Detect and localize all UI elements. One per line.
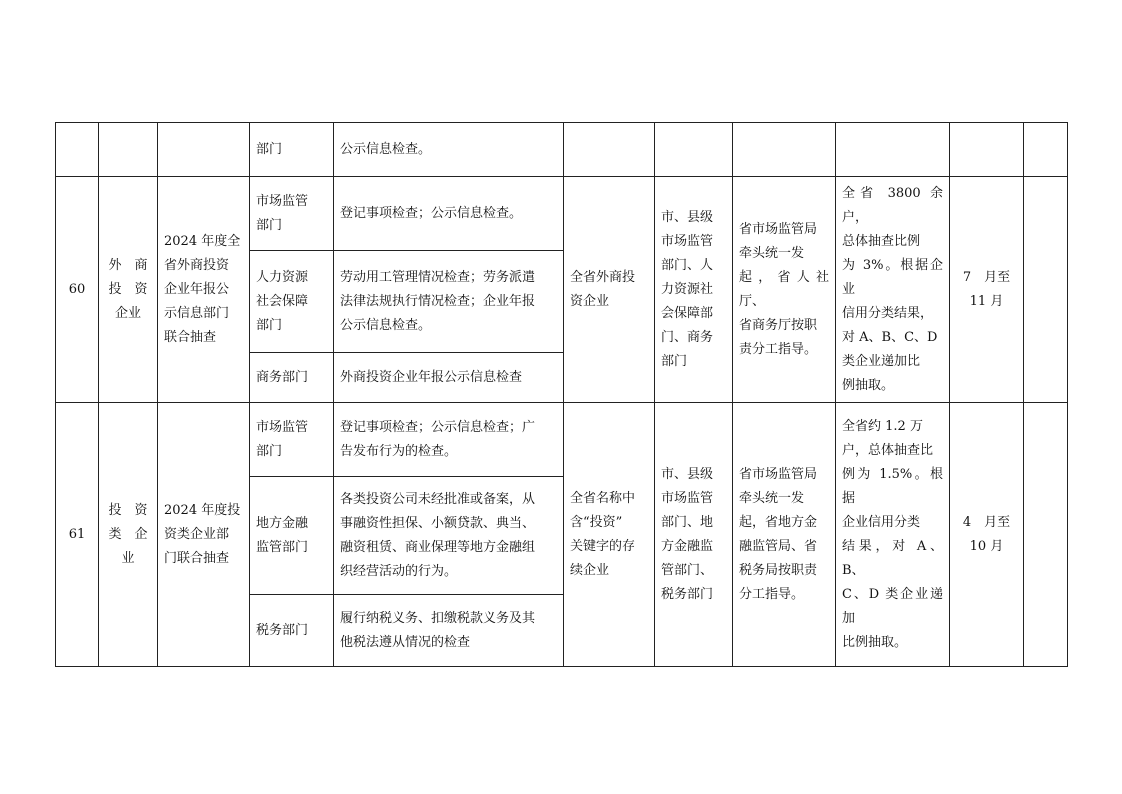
- cell-department: 人力资源 社会保障 部门: [250, 251, 334, 353]
- cell-content: 劳动用工管理情况检查；劳务派遣 法律法规执行情况检查；企业年报 公示信息检查。: [334, 251, 564, 353]
- cell-ratio: [836, 123, 950, 177]
- cell-organizer: 省市场监管局 牵头统一发 起，省地方金 融监管局、省 税务局按职责 分工指导。: [733, 403, 836, 667]
- cell-remark: [1024, 123, 1068, 177]
- cell-ratio: 全省约 1.2 万 户，总体抽查比 例为 1.5%。根据 企业信用分类 结果，对 A、B、 C、D 类企业递加 比例抽取。: [836, 403, 950, 667]
- cell-content: 各类投资公司未经批准或备案，从 事融资性担保、小额贷款、典当、 融资租赁、商业保理等地方金融组 织经营活动的行为。: [334, 477, 564, 595]
- cell-category: 投 资 类 企 业: [99, 403, 158, 667]
- cell-content: 公示信息检查。: [334, 123, 564, 177]
- cell-ratio: 全省 3800 余户， 总体抽查比例 为 3%。根据企业 信用分类结果， 对 A、B、C、D 类企业递加比 例抽取。: [836, 177, 950, 403]
- cell-organizer: [733, 123, 836, 177]
- table-row-carryover: [56, 123, 1068, 177]
- cell-department: 地方金融 监管部门: [250, 477, 334, 595]
- cell-department: 市场监管 部门: [250, 403, 334, 477]
- cell-time: [950, 123, 1024, 177]
- cell-no: 60: [56, 177, 99, 403]
- cell-content: 外商投资企业年报公示信息检查: [334, 353, 564, 403]
- cell-department: 市场监管 部门: [250, 177, 334, 251]
- cell-scope: [564, 123, 655, 177]
- table-row: [56, 177, 1068, 251]
- cell-time: 7 月至 11 月: [950, 177, 1024, 403]
- cell-department: 商务部门: [250, 353, 334, 403]
- cell-content: 登记事项检查；公示信息检查。: [334, 177, 564, 251]
- cell-organizer: 省市场监管局 牵头统一发 起，省人社厅、 省商务厅按职 责分工指导。: [733, 177, 836, 403]
- cell-no: 61: [56, 403, 99, 667]
- table-row: [56, 403, 1068, 477]
- cell-task: 2024 年度全 省外商投资 企业年报公 示信息部门 联合抽查: [158, 177, 250, 403]
- cell-category: 外 商 投 资 企业: [99, 177, 158, 403]
- cell-content: 履行纳税义务、扣缴税款义务及其 他税法遵从情况的检查: [334, 595, 564, 667]
- cell-implementers: [655, 123, 733, 177]
- cell-time: 4 月至 10 月: [950, 403, 1024, 667]
- cell-scope: 全省名称中 含“投资” 关键字的存 续企业: [564, 403, 655, 667]
- cell-no: [56, 123, 99, 177]
- cell-scope: 全省外商投 资企业: [564, 177, 655, 403]
- cell-implementers: 市、县级 市场监管 部门、人 力资源社 会保障部 门、商务 部门: [655, 177, 733, 403]
- cell-remark: [1024, 177, 1068, 403]
- cell-department: 税务部门: [250, 595, 334, 667]
- cell-remark: [1024, 403, 1068, 667]
- inspection-plan-table: [55, 122, 1068, 667]
- cell-content: 登记事项检查；公示信息检查；广 告发布行为的检查。: [334, 403, 564, 477]
- cell-implementers: 市、县级 市场监管 部门、地 方金融监 管部门、 税务部门: [655, 403, 733, 667]
- cell-task: 2024 年度投 资类企业部 门联合抽查: [158, 403, 250, 667]
- cell-task: [158, 123, 250, 177]
- cell-department: 部门: [250, 123, 334, 177]
- cell-category: [99, 123, 158, 177]
